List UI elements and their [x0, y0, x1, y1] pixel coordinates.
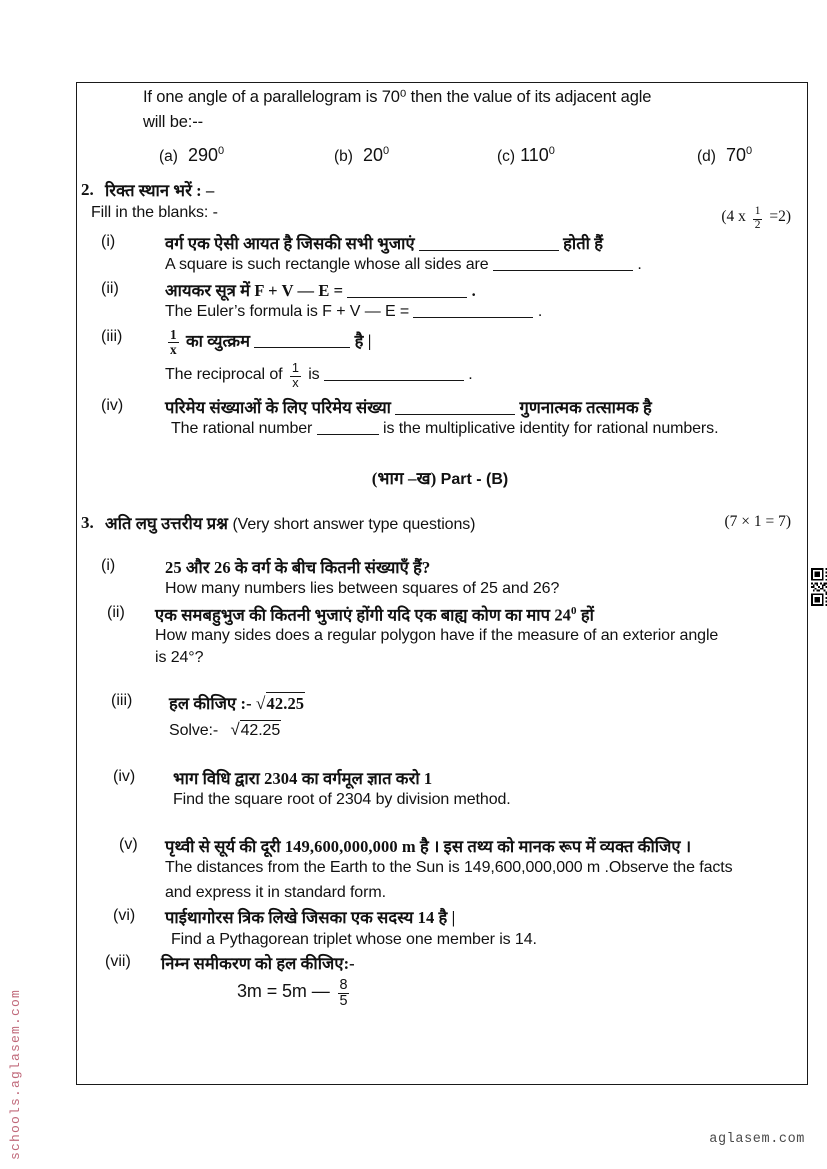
marks-fraction: $\frac{1}{2}$: [754, 205, 761, 231]
side-watermark: schools.aglasem.com: [8, 988, 23, 1160]
option-a-letter: (a): [159, 148, 178, 166]
q3-item-v-english: The distances from the Earth to the Sun is 149,600,000,000 m .Observe the facts: [165, 859, 733, 877]
q3-item-iii-roman: (iii): [111, 692, 133, 710]
mcq-stem-text-1: If one angle of a parallelogram is 70⁰ then the value of its adjacent agle: [143, 88, 652, 106]
q2-item-iv-roman: (iv): [101, 396, 124, 414]
question-3-heading-english: (Very short answer type questions): [232, 515, 476, 533]
q2-item-ii-roman: (ii): [101, 280, 119, 298]
part-b-hindi: (भाग –ख): [371, 468, 437, 488]
question-3-number: 3.: [81, 512, 94, 532]
part-b-heading: [83, 466, 797, 489]
option-c-value: $110^0$: [520, 145, 555, 166]
q3-item-iv-english: Find the square root of 2304 by division method.: [173, 790, 511, 808]
question-paper-sheet: [76, 82, 808, 1085]
q3-item-iii-hindi: हल कीजिए :- √42.25: [169, 692, 797, 715]
q3-item-iii: [83, 692, 797, 742]
q3-item-i-roman: (i): [101, 557, 116, 574]
option-c-letter: (c): [497, 148, 516, 166]
q2-item-iii: [83, 328, 797, 390]
fraction-eight-over-five: $\frac{8}{5}$: [339, 977, 348, 1010]
q2-item-ii-english: The Euler’s formula is F + V — E = .: [165, 303, 543, 321]
q3-item-ii-roman: (ii): [107, 603, 125, 621]
question-2-heading-english: Fill in the blanks: -: [91, 204, 218, 222]
sheet-content: [77, 83, 807, 1084]
q2-item-ii: [83, 280, 797, 323]
q2-item-iii-hindi: $\frac{1}{x}$ का व्युत्क्रम है |: [170, 326, 372, 358]
answer-blank[interactable]: [413, 317, 533, 318]
q2-item-iv-hindi: परिमेय संख्याओं के लिए परिमेय संख्या गुणनात्मक तत्सामक है: [165, 397, 652, 417]
answer-blank[interactable]: [317, 434, 379, 435]
mcq-option-c[interactable]: [497, 145, 697, 166]
q3-item-v-hindi: पृथ्वी से सूर्य की दूरी 149,600,000,000 m है । इस तथ्य को मानक रूप में व्यक्त कीजिए ।: [165, 837, 692, 857]
q3-item-ii-hindi: एक समबहुभुज की कितनी भुजाएं होंगी यदि एक बाह्य कोण का माप $24^0$ हों: [155, 604, 595, 625]
q3-item-vi-roman: (vi): [113, 907, 136, 925]
q3-item-v-english-2: and express it in standard form.: [165, 883, 386, 901]
q3-item-vii-equation: 3m = 5m — $\frac{8}{5}$: [237, 977, 348, 1010]
q3-item-vi: [83, 907, 797, 950]
degree-symbol-a: 0: [218, 145, 225, 158]
q2-item-i-hindi: वर्ग एक ऐसी आयत है जिसकी सभी भुजाएं होती हैं: [165, 233, 604, 253]
question-2-heading-hindi: रिक्त स्थान भरें : –: [105, 181, 215, 201]
question-2-heading: [81, 180, 797, 231]
answer-blank[interactable]: [347, 297, 467, 298]
q3-item-iv-hindi: भाग विधि द्वारा 2304 का वर्गमूल ज्ञात करो 1: [173, 768, 433, 788]
option-d-letter: (d): [697, 148, 716, 166]
option-d-value: $70^0$: [725, 145, 753, 166]
mcq-stem-line-2: [143, 112, 797, 133]
q2-item-iv-english: The rational number is the multiplicative identity for rational numbers.: [171, 420, 719, 438]
degree-symbol-d: 0: [745, 145, 753, 158]
q3-item-vii-hindi: निम्न समीकरण को हल कीजिए:-: [161, 953, 355, 973]
answer-blank[interactable]: [254, 347, 350, 348]
fraction-one-over-x: $\frac{1}{x}$: [170, 326, 177, 358]
q2-item-i-english: A square is such rectangle whose all sides are .: [165, 255, 642, 273]
qr-code-icon: [811, 568, 827, 606]
q2-item-i: [83, 233, 797, 276]
q3-item-ii-english-2: is 24°?: [155, 648, 204, 666]
radical-expression: √42.25: [230, 719, 281, 741]
mcq-stem-line-1: [143, 87, 797, 108]
option-b-letter: (b): [334, 148, 353, 166]
fraction-one-over-x: $\frac{1}{x}$: [291, 360, 299, 391]
q3-item-i-english: How many numbers lies between squares of 25 and 26?: [165, 580, 560, 598]
question-2-marks: (4 x $\frac{1}{2}$ =2): [721, 205, 791, 231]
q2-item-iv: [83, 397, 797, 440]
q3-item-vi-hindi: पाईथागोरस त्रिक लिखे जिसका एक सदस्य 14 है |: [165, 908, 456, 928]
q3-item-i: [83, 557, 797, 600]
q2-item-iii-roman: (iii): [101, 327, 123, 345]
part-b-english: Part - (B): [440, 470, 509, 488]
degree-symbol-b: 0: [382, 145, 390, 158]
question-2-number: 2.: [81, 180, 94, 200]
radical-expression: √42.25: [255, 694, 305, 714]
q3-item-iv: [83, 768, 797, 811]
q2-item-iii-english: The reciprocal of $\frac{1}{x}$ is .: [165, 360, 473, 391]
q3-item-i-hindi: 25 और 26 के वर्ग के बीच कितनी संख्याएँ हैं?: [165, 558, 431, 577]
corner-watermark: aglasem.com: [709, 1132, 805, 1147]
answer-blank[interactable]: [493, 270, 633, 271]
q3-item-iv-roman: (iv): [113, 767, 136, 785]
q3-item-vi-english: Find a Pythagorean triplet whose one member is 14.: [171, 930, 537, 948]
question-3-heading-line: [105, 513, 797, 535]
mcq-option-b[interactable]: [334, 145, 497, 166]
q2-item-i-roman: (i): [101, 232, 116, 250]
q3-item-v: [83, 836, 797, 903]
question-3-heading: [83, 513, 797, 535]
q3-item-vii: [83, 953, 797, 1009]
q2-item-ii-hindi: आयकर सूत्र में F + V — E = .: [165, 281, 476, 301]
option-b-value: $20^0$: [362, 145, 390, 166]
degree-symbol: 0: [571, 604, 577, 617]
answer-blank[interactable]: [324, 380, 464, 381]
degree-symbol-c: 0: [548, 145, 555, 158]
option-a-value: $290^0$: [187, 145, 225, 166]
q3-item-ii-english: How many sides does a regular polygon have if the measure of an exterior angle: [155, 627, 719, 645]
q3-item-v-roman: (v): [119, 836, 138, 854]
mcq-option-a[interactable]: [159, 145, 334, 166]
q3-item-iii-english: Solve:- √42.25: [169, 719, 797, 741]
answer-blank[interactable]: [419, 250, 559, 251]
q3-item-ii: [83, 604, 797, 669]
mcq-options-row: [159, 145, 797, 166]
mcq-stem-text-2: will be:--: [143, 113, 203, 132]
question-3-marks: (7 × 1 = 7): [724, 512, 791, 530]
mcq-option-d[interactable]: [697, 145, 752, 166]
question-3-heading-hindi: अति लघु उत्तरीय प्रश्न: [105, 513, 228, 533]
answer-blank[interactable]: [395, 414, 515, 415]
q3-item-vii-roman: (vii): [105, 952, 131, 970]
